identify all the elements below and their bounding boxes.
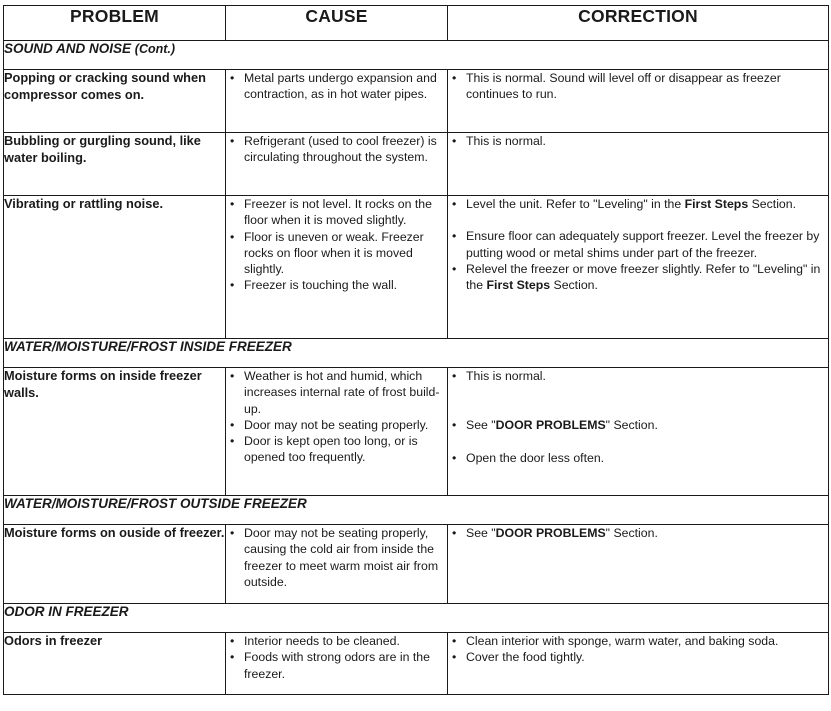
correction-item: • This is normal. Sound will level off or disappear as freezer continues to run. — [452, 71, 781, 102]
problem-cell: Moisture forms on ouside of freezer. — [4, 525, 226, 604]
correction-item: • Open the door less often. — [452, 450, 605, 465]
correction-cell — [448, 525, 829, 604]
bullet-icon: • — [230, 278, 235, 293]
section-reference: DOOR PROBLEMS — [495, 526, 606, 540]
correction-cell — [448, 368, 829, 496]
bullet-icon: • — [230, 634, 235, 648]
troubleshooting-table — [3, 5, 829, 695]
section-row — [4, 604, 829, 633]
table-row — [4, 133, 829, 196]
correction-item: • Level the unit. Refer to "Leveling" in the First Steps Section. — [452, 197, 797, 211]
section-reference: DOOR PROBLEMS — [495, 418, 606, 433]
table-row — [4, 70, 829, 133]
bullet-icon: • — [452, 229, 457, 244]
bullet-icon: • — [452, 450, 457, 465]
cause-item: • Door is kept open too long, or is opened too frequently. — [230, 434, 418, 465]
correction-item: • This is normal. — [452, 369, 546, 383]
table-row — [4, 196, 829, 339]
bullet-icon: • — [452, 197, 457, 211]
correction-cell — [448, 70, 829, 133]
header-correction: CORRECTION — [448, 6, 829, 41]
cause-item: • Interior needs to be cleaned. — [230, 634, 400, 648]
cause-item: • Floor is uneven or weak. Freezer rocks on floor when it is moved slightly. — [230, 229, 424, 277]
bullet-icon: • — [230, 434, 235, 449]
section-title-suffix: (Cont.) — [134, 42, 176, 56]
cause-cell — [226, 525, 448, 604]
section-row — [4, 41, 829, 70]
cause-cell — [226, 133, 448, 196]
bullet-icon: • — [230, 417, 235, 432]
cause-item: • Refrigerant (used to cool freezer) is circulating throughout the system. — [230, 134, 437, 165]
problem-cell: Odors in freezer — [4, 633, 226, 695]
cause-item: • Freezer is touching the wall. — [230, 278, 398, 293]
section-reference: First Steps — [684, 197, 749, 211]
cause-item: • Door may not be seating properly. — [230, 417, 429, 432]
correction-item: • Ensure floor can adequately support freezer. Level the freezer by putting wood or metal shims under part of the freezer. — [452, 229, 820, 260]
section-title — [4, 41, 829, 70]
correction-cell — [448, 133, 829, 196]
section-reference: First Steps — [486, 278, 551, 293]
bullet-icon: • — [452, 369, 457, 383]
bullet-icon: • — [230, 650, 235, 665]
problem-cell: Moisture forms on inside freezer walls. — [4, 368, 226, 496]
correction-item: • See "DOOR PROBLEMS" Section. — [452, 418, 658, 433]
section-row — [4, 496, 829, 525]
bullet-icon: • — [452, 71, 457, 85]
bullet-icon: • — [452, 418, 457, 433]
bullet-icon: • — [452, 634, 457, 648]
bullet-icon: • — [230, 71, 235, 85]
cause-cell — [226, 196, 448, 339]
bullet-icon: • — [230, 134, 235, 148]
table-row — [4, 633, 829, 695]
cause-cell — [226, 70, 448, 133]
cause-cell — [226, 368, 448, 496]
cause-item: • Foods with strong odors are in the freezer. — [230, 650, 430, 681]
header-row — [4, 6, 829, 41]
cause-item: • Metal parts undergo expansion and contraction, as in hot water pipes. — [230, 71, 437, 102]
cause-item: • Weather is hot and humid, which increases internal rate of frost build-up. — [230, 369, 440, 416]
correction-item: • Cover the food tightly. — [452, 650, 585, 665]
table-row — [4, 525, 829, 604]
correction-item: • See "DOOR PROBLEMS" Section. — [452, 526, 658, 540]
table-row — [4, 368, 829, 496]
cause-item: • Freezer is not level. It rocks on the floor when it is moved slightly. — [230, 197, 432, 228]
header-cause: CAUSE — [226, 6, 448, 41]
correction-item: • This is normal. — [452, 134, 546, 148]
problem-cell: Bubbling or gurgling sound, like water boiling. — [4, 133, 226, 196]
problem-cell: Popping or cracking sound when compressor comes on. — [4, 70, 226, 133]
bullet-icon: • — [452, 526, 457, 540]
bullet-icon: • — [452, 261, 457, 276]
cause-cell — [226, 633, 448, 695]
bullet-icon: • — [452, 134, 457, 148]
correction-item: • Relevel the freezer or move freezer slightly. Refer to "Leveling" in the First Steps Section. — [452, 261, 821, 293]
correction-cell — [448, 196, 829, 339]
bullet-icon: • — [230, 229, 235, 244]
section-title-text: SOUND AND NOISE — [4, 41, 132, 56]
section-title: WATER/MOISTURE/FROST OUTSIDE FREEZER — [4, 496, 829, 525]
cause-item: • Door may not be seating properly, causing the cold air from inside the freezer to meet warm moist air from outside. — [230, 526, 439, 589]
section-title: ODOR IN FREEZER — [4, 604, 829, 633]
section-row — [4, 339, 829, 368]
header-problem: PROBLEM — [4, 6, 226, 41]
bullet-icon: • — [452, 650, 457, 665]
bullet-icon: • — [230, 369, 235, 383]
bullet-icon: • — [230, 526, 235, 540]
bullet-icon: • — [230, 197, 235, 211]
correction-cell — [448, 633, 829, 695]
problem-cell: Vibrating or rattling noise. — [4, 196, 226, 339]
correction-item: • Clean interior with sponge, warm water, and baking soda. — [452, 634, 779, 648]
section-title: WATER/MOISTURE/FROST INSIDE FREEZER — [4, 339, 829, 368]
